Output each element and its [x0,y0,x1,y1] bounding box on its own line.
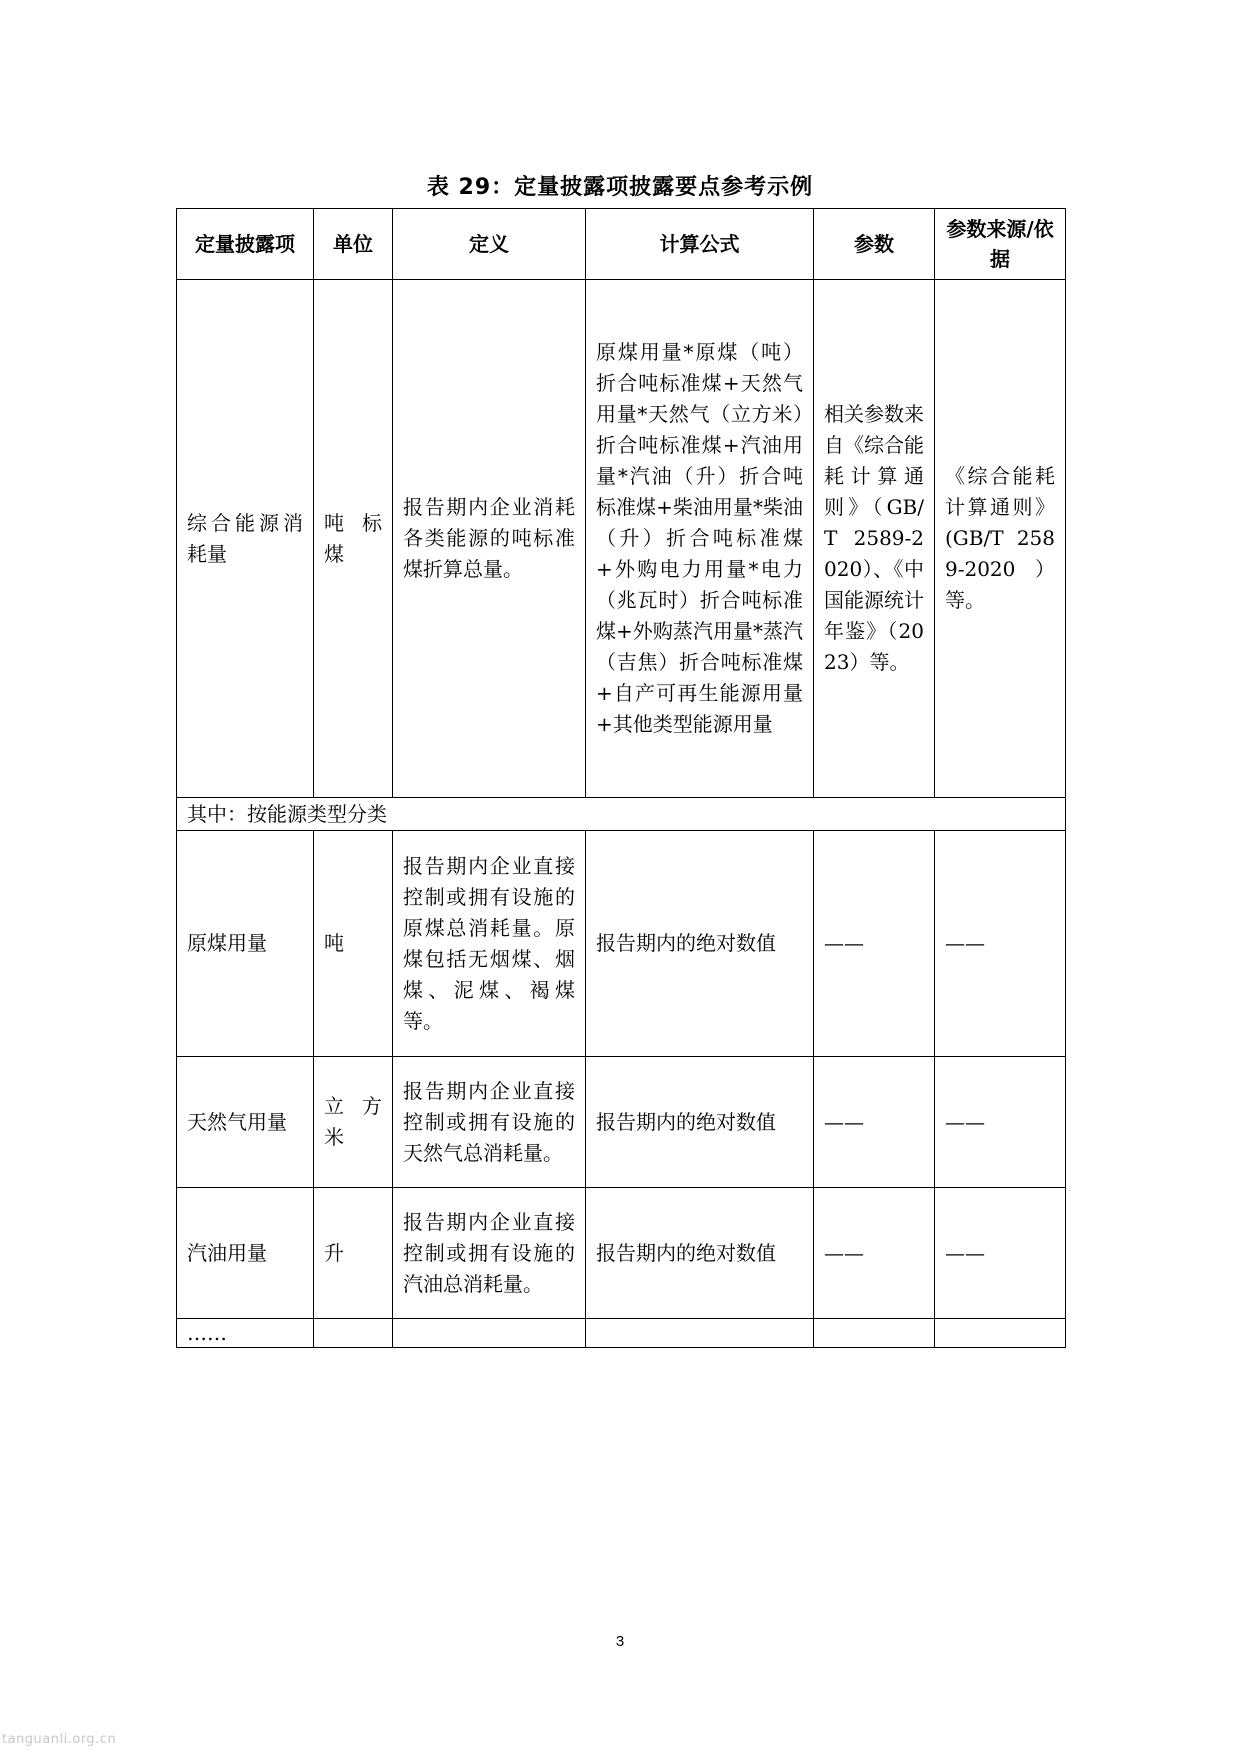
disclosure-table [176,208,1066,1348]
cell-item: 原煤用量 [177,831,314,1057]
header-row [177,209,1066,280]
page-number: 3 [615,1633,625,1650]
cell-item: 汽油用量 [177,1188,314,1319]
table-row [177,1057,1066,1188]
cell-unit: 吨标煤 [314,280,393,798]
cell-formula: 报告期内的绝对数值 [586,1057,814,1188]
cell-item: 天然气用量 [177,1057,314,1188]
cell-source: —— [935,1188,1066,1319]
header-formula: 计算公式 [586,209,814,280]
header-source: 参数来源/依据 [935,209,1066,280]
cell-source: —— [935,1057,1066,1188]
empty-cell [393,1319,586,1348]
cell-formula: 原煤用量*原煤（吨）折合吨标准煤+天然气用量*天然气（立方米）折合吨标准煤+汽油用量*汽油（升）折合吨标准煤+柴油用量*柴油（升）折合吨标准煤+外购电力用量*电力（兆瓦时）折合吨标准煤+外购蒸汽用量*蒸汽（吉焦）折合吨标准煤+自产可再生能源用量+其他类型能源用量 [586,280,814,798]
cell-definition: 报告期内企业直接控制或拥有设施的天然气总消耗量。 [393,1057,586,1188]
cell-item: 综合能源消耗量 [177,280,314,798]
table-row [177,1188,1066,1319]
table-row [177,831,1066,1057]
cell-parameter: —— [814,1057,935,1188]
cell-definition: 报告期内企业直接控制或拥有设施的汽油总消耗量。 [393,1188,586,1319]
cell-unit: 吨 [314,831,393,1057]
header-item: 定量披露项 [177,209,314,280]
cell-parameter: —— [814,1188,935,1319]
header-parameter: 参数 [814,209,935,280]
header-definition: 定义 [393,209,586,280]
cell-definition: 报告期内企业消耗各类能源的吨标准煤折算总量。 [393,280,586,798]
cell-unit: 升 [314,1188,393,1319]
empty-cell [814,1319,935,1348]
table-caption: 表 29：定量披露项披露要点参考示例 [426,175,814,200]
empty-cell [935,1319,1066,1348]
section-row [177,798,1066,831]
ellipsis-row [177,1319,1066,1348]
cell-source: 《综合能耗计算通则》(GB/T 2589-2020）等。 [935,280,1066,798]
empty-cell [586,1319,814,1348]
cell-source: —— [935,831,1066,1057]
cell-parameter: —— [814,831,935,1057]
cell-unit: 立方米 [314,1057,393,1188]
ellipsis-cell: …… [177,1319,314,1348]
watermark: tanguanli.org.cn [2,1732,117,1747]
cell-formula: 报告期内的绝对数值 [586,831,814,1057]
cell-parameter: 相关参数来自《综合能耗计算通则》（GB/T 2589-2020）、《中国能源统计年鉴》（2023）等。 [814,280,935,798]
empty-cell [314,1319,393,1348]
table-row [177,280,1066,798]
cell-definition: 报告期内企业直接控制或拥有设施的原煤总消耗量。原煤包括无烟煤、烟煤、泥煤、褐煤等。 [393,831,586,1057]
cell-formula: 报告期内的绝对数值 [586,1188,814,1319]
section-label: 其中：按能源类型分类 [177,798,1066,831]
header-unit: 单位 [314,209,393,280]
